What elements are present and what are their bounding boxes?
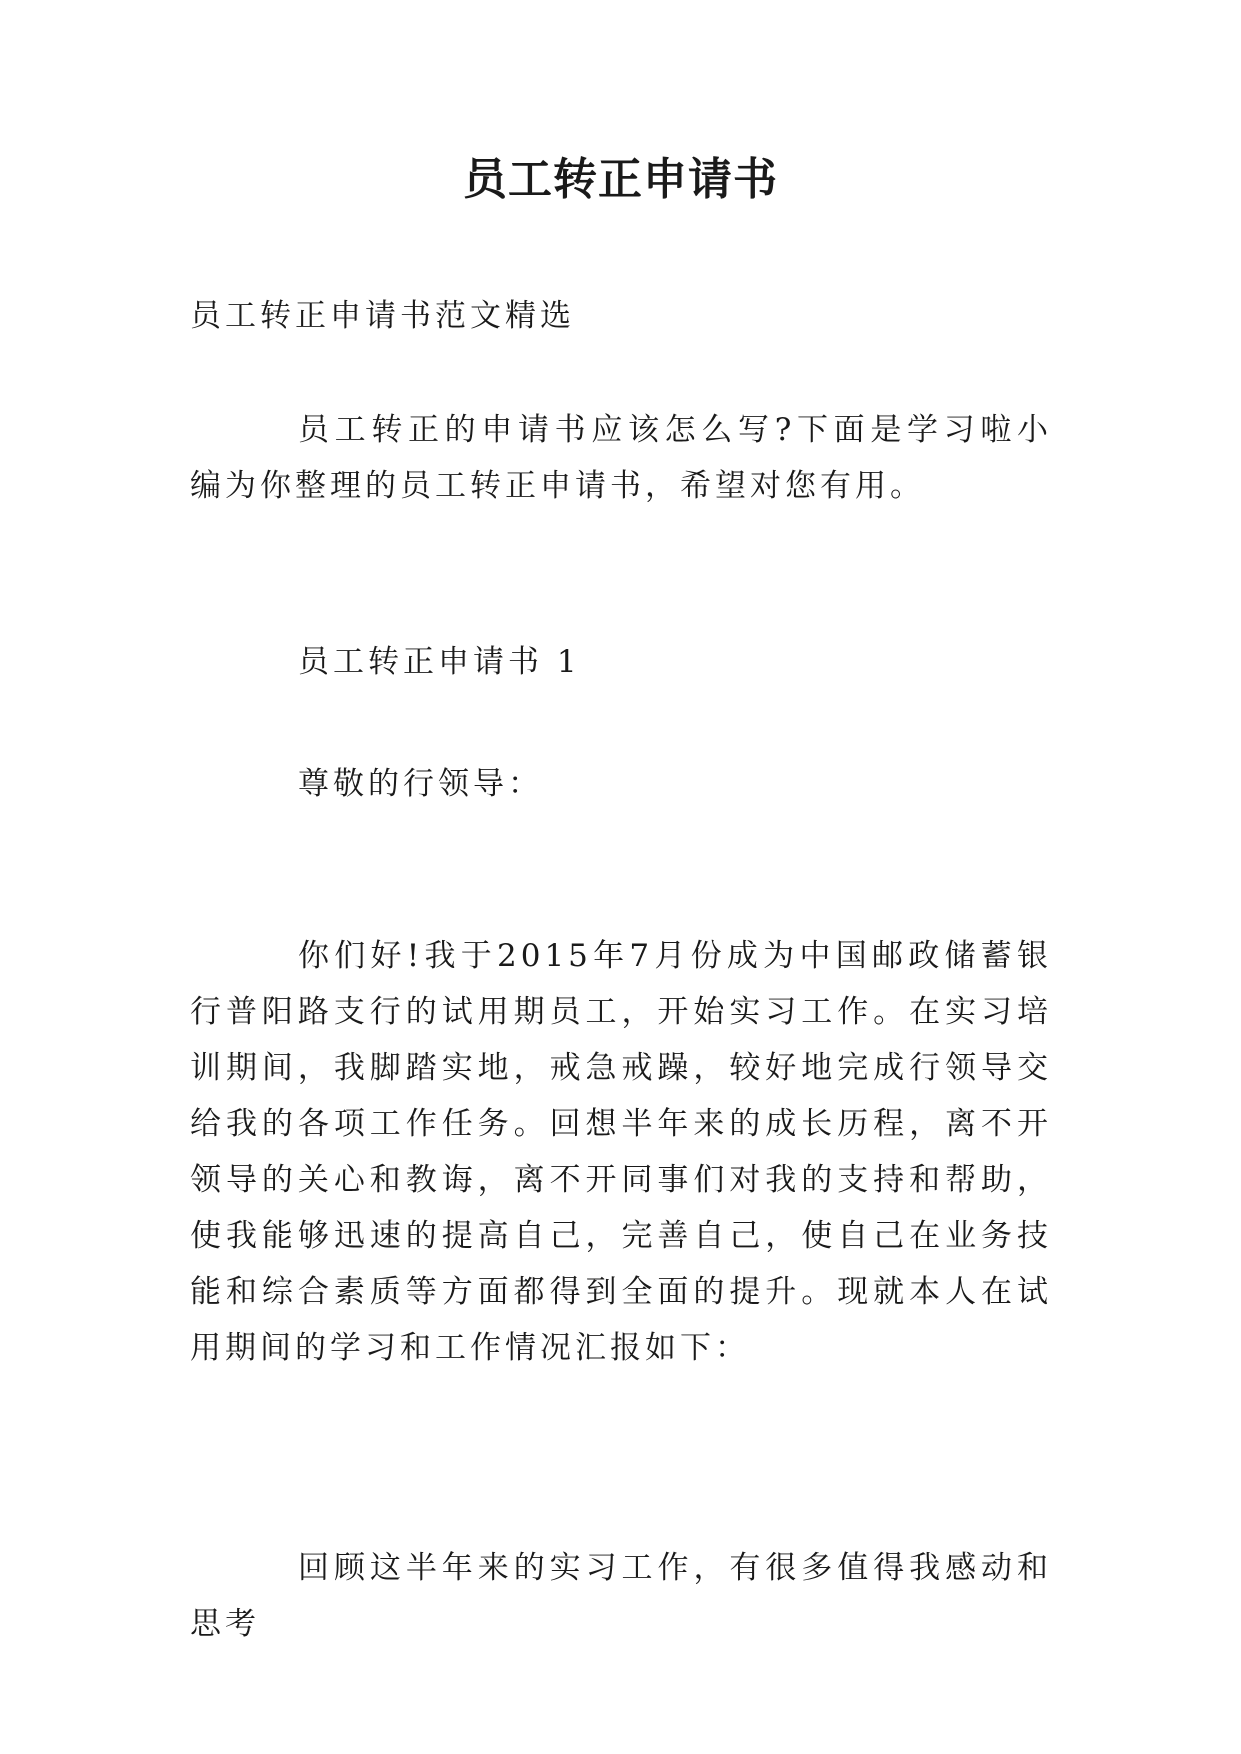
document-subtitle: 员工转正申请书范文精选 <box>190 298 575 334</box>
document-title: 员工转正申请书 <box>463 154 778 205</box>
body-paragraph-1: 你们好!我于2015年7月份成为中国邮政储蓄银行普阳路支行的试用期员工，开始实习工作。在实习培训期间，我脚踏实地，戒急戒躁，较好地完成行领导交给我的各项工作任务。回想半年来的成长历程，离不开领导的关心和教诲，离不开同事们对我的支持和帮助，使我能够迅速的提高自己，完善自己，使自己在业务技能和综合素质等方面都得到全面的提升。现就本人在试用期间的学习和工作情况汇报如下： <box>190 938 1052 1366</box>
salutation: 尊敬的行领导： <box>298 766 543 802</box>
intro-paragraph: 员工转正的申请书应该怎么写?下面是学习啦小编为你整理的员工转正申请书，希望对您有用。 <box>190 412 1052 504</box>
body-paragraph-2: 回顾这半年来的实习工作，有很多值得我感动和思考 <box>190 1550 1052 1642</box>
section-heading: 员工转正申请书 1 <box>298 644 581 680</box>
